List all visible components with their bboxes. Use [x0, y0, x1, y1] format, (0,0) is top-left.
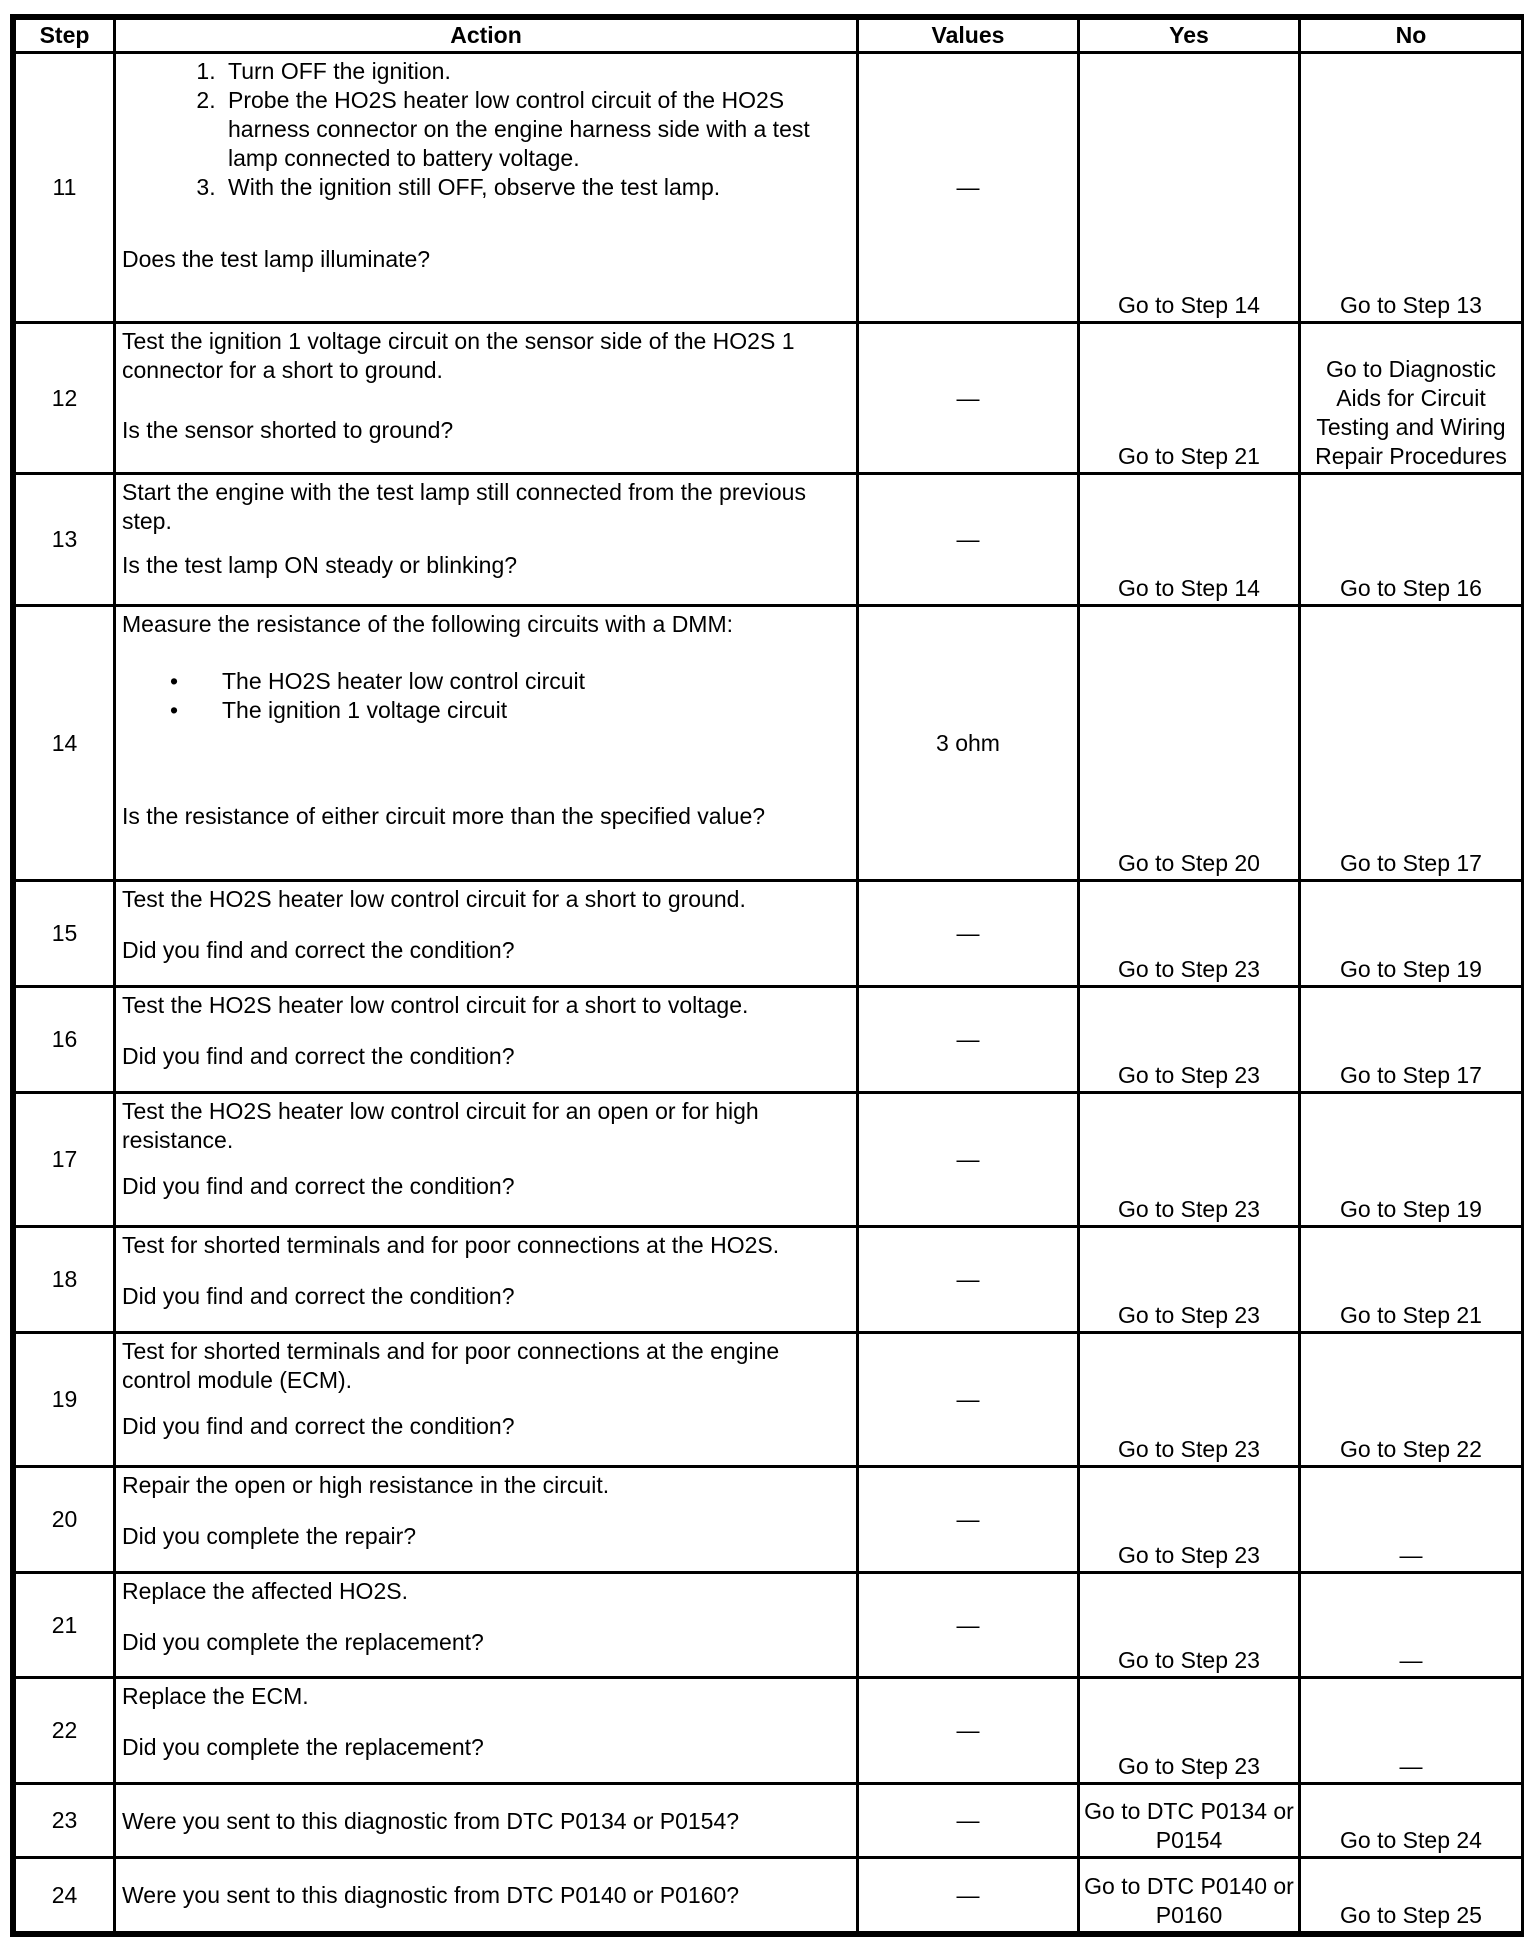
numbered-instructions	[122, 57, 850, 202]
table-row	[15, 1227, 1523, 1333]
yes-cell: Go to Step 14	[1079, 474, 1300, 606]
step-number: 14	[15, 606, 115, 881]
table-row	[15, 1678, 1523, 1784]
value-cell: —	[858, 1227, 1079, 1333]
step-number: 19	[15, 1332, 115, 1466]
action-text: Measure the resistance of the following circuits with a DMM:	[122, 611, 734, 638]
action-content	[122, 885, 850, 965]
action-question: Is the test lamp ON steady or blinking?	[122, 552, 518, 579]
header-values: Values	[858, 19, 1079, 53]
step-number: 20	[15, 1467, 115, 1573]
action-content	[122, 1577, 850, 1657]
action-text: Replace the ECM.	[122, 1683, 309, 1710]
action-content	[122, 1231, 850, 1311]
yes-cell: Go to Step 23	[1079, 1467, 1300, 1573]
yes-cell: Go to Step 23	[1079, 1227, 1300, 1333]
no-cell: Go to Step 22	[1300, 1332, 1523, 1466]
action-content	[122, 57, 850, 274]
value-cell: —	[858, 986, 1079, 1092]
step-number: 21	[15, 1572, 115, 1678]
table-row	[15, 1858, 1523, 1933]
header-yes: Yes	[1079, 19, 1300, 53]
instruction-item: 1. Turn OFF the ignition.	[222, 57, 850, 86]
action-cell	[115, 881, 858, 987]
value-cell: 3 ohm	[858, 606, 1079, 881]
action-text: Start the engine with the test lamp still connected from the previous step.	[122, 479, 806, 535]
yes-cell: Go to Step 23	[1079, 986, 1300, 1092]
action-text: Test the HO2S heater low control circuit for a short to voltage.	[122, 991, 749, 1018]
table-row	[15, 1092, 1523, 1226]
header-no: No	[1300, 19, 1523, 53]
action-question: Did you complete the replacement?	[122, 1628, 484, 1655]
value-cell: —	[858, 53, 1079, 323]
action-content	[122, 610, 850, 831]
action-content	[122, 1471, 850, 1551]
yes-cell: Go to DTC P0140 or P0160	[1079, 1858, 1300, 1933]
diagnostic-table	[10, 14, 1524, 1937]
action-instructions	[122, 57, 850, 202]
table-row	[15, 1572, 1523, 1678]
no-cell: —	[1300, 1678, 1523, 1784]
action-text: Test for shorted terminals and for poor connections at the HO2S.	[122, 1232, 780, 1259]
action-question: Did you complete the replacement?	[122, 1734, 484, 1761]
value-cell: —	[858, 1784, 1079, 1858]
step-number: 12	[15, 323, 115, 474]
step-number: 22	[15, 1678, 115, 1784]
table-row	[15, 881, 1523, 987]
action-text: Test the HO2S heater low control circuit for an open or for high resistance.	[122, 1097, 759, 1153]
action-text: Test for shorted terminals and for poor connections at the engine control module (ECM).	[122, 1337, 780, 1393]
step-number: 13	[15, 474, 115, 606]
action-question: Did you find and correct the condition?	[122, 1412, 515, 1439]
yes-cell: Go to Step 23	[1079, 1572, 1300, 1678]
action-content	[122, 1097, 850, 1201]
table-row	[15, 323, 1523, 474]
action-instructions	[122, 991, 850, 1020]
action-question: Did you find and correct the condition?	[122, 1172, 515, 1199]
action-instructions	[122, 478, 850, 536]
step-number: 17	[15, 1092, 115, 1226]
action-question: Is the resistance of either circuit more than the specified value?	[122, 803, 766, 830]
action-instructions	[122, 1577, 850, 1606]
action-question: Did you find and correct the condition?	[122, 1042, 515, 1069]
no-cell: Go to Step 17	[1300, 606, 1523, 881]
action-content	[122, 1872, 850, 1920]
no-cell: —	[1300, 1572, 1523, 1678]
action-content	[122, 1682, 850, 1762]
step-number: 16	[15, 986, 115, 1092]
value-cell: —	[858, 474, 1079, 606]
action-cell	[115, 1092, 858, 1226]
action-content	[122, 991, 850, 1071]
bullet-list	[122, 667, 850, 725]
table-row	[15, 986, 1523, 1092]
action-cell	[115, 1572, 858, 1678]
step-number: 15	[15, 881, 115, 987]
step-number: 18	[15, 1227, 115, 1333]
no-cell: Go to Step 21	[1300, 1227, 1523, 1333]
step-number: 23	[15, 1784, 115, 1858]
action-cell	[115, 606, 858, 881]
action-cell	[115, 986, 858, 1092]
action-text: Repair the open or high resistance in the circuit.	[122, 1472, 610, 1499]
yes-cell: Go to Step 14	[1079, 53, 1300, 323]
no-cell: Go to Step 16	[1300, 474, 1523, 606]
action-cell	[115, 1467, 858, 1573]
value-cell: —	[858, 323, 1079, 474]
action-instructions	[122, 1337, 850, 1395]
action-question: Did you find and correct the condition?	[122, 1283, 515, 1310]
step-number: 24	[15, 1858, 115, 1933]
header-step: Step	[15, 19, 115, 53]
action-text: Test the HO2S heater low control circuit for a short to ground.	[122, 886, 746, 913]
action-question: Is the sensor shorted to ground?	[122, 417, 454, 444]
action-content	[122, 1337, 850, 1441]
action-cell	[115, 474, 858, 606]
value-cell: —	[858, 1332, 1079, 1466]
table-row	[15, 1332, 1523, 1466]
value-cell: —	[858, 1092, 1079, 1226]
action-content	[122, 327, 850, 445]
value-cell: —	[858, 1858, 1079, 1933]
action-instructions	[122, 885, 850, 914]
no-cell: Go to Diagnostic Aids for Circuit Testing and Wiring Repair Procedures	[1300, 323, 1523, 474]
bullet-item: • The HO2S heater low control circuit	[222, 667, 850, 696]
action-question: Did you find and correct the condition?	[122, 937, 515, 964]
action-text: Replace the affected HO2S.	[122, 1577, 408, 1604]
action-cell	[115, 1858, 858, 1933]
yes-cell: Go to DTC P0134 or P0154	[1079, 1784, 1300, 1858]
action-instructions	[122, 327, 850, 385]
diagnostic-steps-table	[13, 17, 1524, 1934]
action-instructions	[122, 1682, 850, 1711]
instruction-item: 3. With the ignition still OFF, observe the test lamp.	[222, 173, 850, 202]
action-instructions	[122, 1471, 850, 1500]
action-instructions	[122, 1097, 850, 1155]
action-cell	[115, 1332, 858, 1466]
bullet-item: • The ignition 1 voltage circuit	[222, 696, 850, 725]
table-row	[15, 606, 1523, 881]
table-row	[15, 1784, 1523, 1858]
action-question: Were you sent to this diagnostic from DTC P0134 or P0154?	[122, 1807, 740, 1834]
no-cell: Go to Step 25	[1300, 1858, 1523, 1933]
action-cell	[115, 323, 858, 474]
action-instructions	[122, 1231, 850, 1260]
value-cell: —	[858, 1572, 1079, 1678]
action-cell	[115, 53, 858, 323]
value-cell: —	[858, 881, 1079, 987]
no-cell: Go to Step 19	[1300, 1092, 1523, 1226]
yes-cell: Go to Step 23	[1079, 1678, 1300, 1784]
action-content	[122, 1797, 850, 1845]
action-content	[122, 478, 850, 580]
instruction-item: 2. Probe the HO2S heater low control circuit of the HO2S harness connector on the engine harness side with a test lamp connected to battery voltage.	[222, 86, 850, 173]
yes-cell: Go to Step 23	[1079, 1092, 1300, 1226]
no-cell: —	[1300, 1467, 1523, 1573]
yes-cell: Go to Step 20	[1079, 606, 1300, 881]
table-row	[15, 474, 1523, 606]
action-instructions	[122, 610, 850, 725]
header-row	[15, 19, 1523, 53]
action-cell	[115, 1678, 858, 1784]
header-action: Action	[115, 19, 858, 53]
action-question: Did you complete the repair?	[122, 1523, 417, 1550]
no-cell: Go to Step 19	[1300, 881, 1523, 987]
action-question: Does the test lamp illuminate?	[122, 246, 431, 272]
value-cell: —	[858, 1467, 1079, 1573]
step-number: 11	[15, 53, 115, 323]
yes-cell: Go to Step 23	[1079, 881, 1300, 987]
no-cell: Go to Step 24	[1300, 1784, 1523, 1858]
action-text: Test the ignition 1 voltage circuit on the sensor side of the HO2S 1 connector for a short to ground.	[122, 328, 795, 384]
yes-cell: Go to Step 21	[1079, 323, 1300, 474]
action-question: Were you sent to this diagnostic from DTC P0140 or P0160?	[122, 1882, 740, 1909]
no-cell: Go to Step 13	[1300, 53, 1523, 323]
action-cell	[115, 1784, 858, 1858]
table-row	[15, 1467, 1523, 1573]
yes-cell: Go to Step 23	[1079, 1332, 1300, 1466]
action-cell	[115, 1227, 858, 1333]
value-cell: —	[858, 1678, 1079, 1784]
no-cell: Go to Step 17	[1300, 986, 1523, 1092]
table-row	[15, 53, 1523, 323]
